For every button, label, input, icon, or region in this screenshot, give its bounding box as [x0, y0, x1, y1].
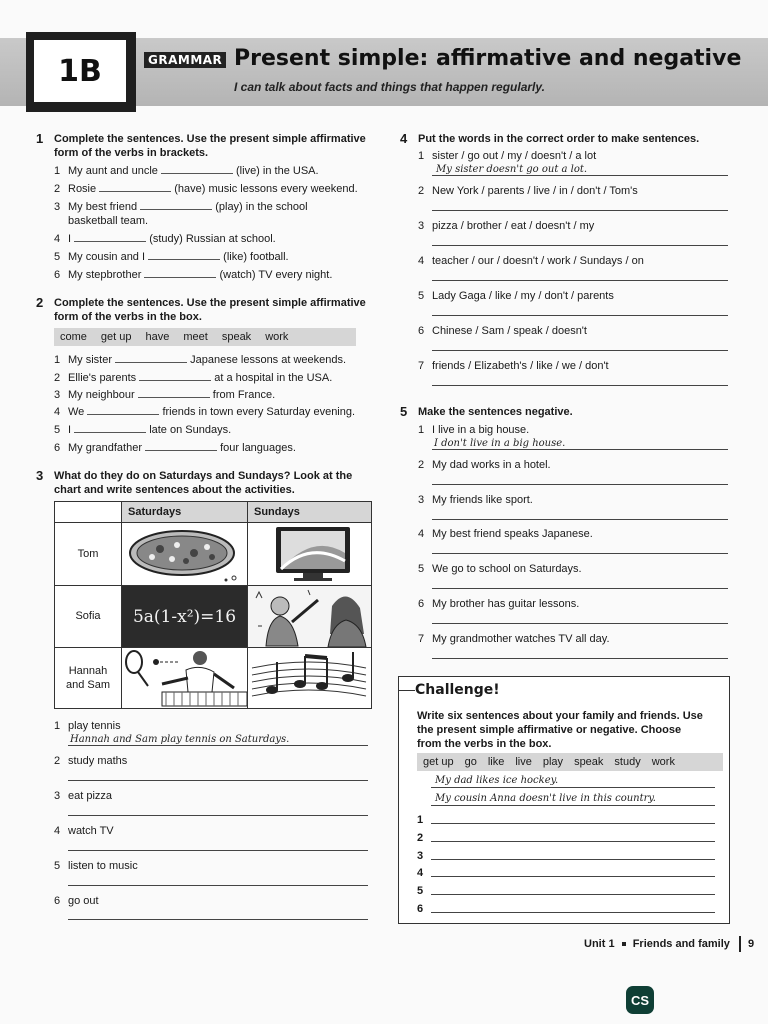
answer-line[interactable] — [431, 841, 715, 842]
item-number: 1 — [54, 354, 61, 366]
item-text: teacher / our / doesn't / work / Sundays / on — [432, 255, 644, 267]
answer-line[interactable] — [432, 484, 728, 485]
example-answer: My sister doesn't go out a lot. — [436, 164, 588, 175]
line-number: 4 — [417, 867, 424, 879]
item-text: from France. — [212, 389, 276, 401]
item-text: My best friend speaks Japanese. — [432, 528, 593, 540]
item-number: 1 — [54, 165, 61, 177]
maths-illustration — [122, 586, 247, 647]
answer-line[interactable] — [432, 385, 728, 386]
item-text: My stepbrother — [68, 269, 142, 281]
answer-line[interactable] — [431, 859, 715, 860]
page-title: Present simple: affirmative and negative — [234, 46, 742, 71]
instruction-line: form of the verbs in the box. — [54, 311, 202, 323]
item-text: We go to school on Saturdays. — [432, 563, 582, 575]
line-number: 3 — [417, 850, 424, 862]
challenge-box — [398, 676, 730, 924]
line-number: 2 — [417, 832, 424, 844]
item-number: 5 — [54, 424, 61, 436]
item-text: New York / parents / live / in / don't / Tom's — [432, 185, 638, 197]
exercise-4-instruction — [400, 131, 700, 146]
music-illustration — [248, 648, 371, 708]
item-text: sister / go out / my / doesn't / a lot — [432, 150, 597, 162]
list-item — [54, 388, 275, 402]
instruction-line: Write six sentences about your family and friends. Use — [417, 710, 703, 722]
row-label-line: and Sam — [65, 678, 111, 691]
column-header-saturdays: Saturdays — [121, 502, 247, 522]
list-item — [54, 441, 296, 455]
exercise-number: 4 — [400, 131, 408, 146]
example-sentence: My cousin Anna doesn't live in this country. — [435, 793, 656, 804]
item-text: My cousin and I — [68, 251, 146, 263]
line-number: 5 — [417, 885, 424, 897]
item-number: 3 — [418, 494, 425, 506]
list-item — [418, 562, 582, 576]
item-continuation: basketball team. — [68, 215, 149, 227]
item-text: late on Sundays. — [149, 424, 232, 436]
answer-line[interactable] — [68, 885, 368, 886]
answer-line — [431, 787, 715, 788]
example-answer: Hannah and Sam play tennis on Saturdays. — [70, 734, 290, 745]
word-box-item: get up — [100, 331, 132, 343]
answer-line[interactable] — [432, 315, 728, 316]
word-box-item: go — [464, 756, 477, 768]
answer-line[interactable] — [432, 658, 728, 659]
exercise-2-instruction — [36, 295, 366, 324]
maths-equation: 5a(1-x²)=16 — [132, 606, 237, 627]
instruction-line: the present simple affirmative or negative. Choose — [417, 724, 682, 736]
list-item — [418, 527, 593, 541]
item-number: 6 — [54, 895, 61, 907]
item-text: Japanese lessons at weekends. — [190, 354, 347, 366]
line-number: 6 — [417, 903, 424, 915]
item-number: 7 — [418, 360, 425, 372]
instruction-line: Put the words in the correct order to make sentences. — [418, 133, 700, 145]
exercise-3-instruction — [36, 468, 353, 497]
list-item — [418, 289, 614, 303]
item-text: eat pizza — [68, 790, 113, 802]
item-text: (watch) TV every night. — [219, 269, 333, 281]
list-item — [418, 423, 529, 437]
item-number: 2 — [418, 185, 425, 197]
activity-chart — [54, 501, 372, 709]
item-number: 2 — [54, 372, 61, 384]
item-number: 6 — [418, 325, 425, 337]
item-number: 2 — [54, 755, 61, 767]
answer-blank[interactable] — [99, 182, 171, 192]
list-item — [418, 632, 610, 646]
answer-line[interactable] — [432, 623, 728, 624]
word-box-item: study — [614, 756, 641, 768]
list-item — [54, 824, 114, 838]
tv-illustration — [248, 523, 371, 585]
item-number: 3 — [54, 790, 61, 802]
item-text: My best friend — [68, 201, 138, 213]
word-box-item: work — [265, 331, 289, 343]
answer-blank[interactable] — [140, 200, 212, 210]
item-number: 5 — [418, 290, 425, 302]
item-number: 2 — [418, 459, 425, 471]
example-answer: I don't live in a big house. — [434, 438, 566, 449]
answer-line[interactable] — [432, 449, 728, 450]
item-number: 4 — [418, 255, 425, 267]
item-number: 1 — [418, 424, 425, 436]
list-item — [418, 184, 638, 198]
page-number: 9 — [748, 937, 755, 950]
page-subtitle: I can talk about facts and things that happen regularly. — [234, 80, 545, 94]
list-item — [54, 754, 127, 768]
item-number: 3 — [54, 201, 61, 213]
page-footer — [584, 936, 754, 952]
list-item — [54, 859, 138, 873]
row-label-sofia: Sofia — [75, 610, 101, 622]
item-number: 3 — [54, 389, 61, 401]
word-box-item: work — [651, 756, 675, 768]
item-text: study maths — [68, 755, 128, 767]
item-text: I live in a big house. — [432, 424, 530, 436]
list-item — [418, 493, 533, 507]
list-item — [418, 597, 579, 611]
item-number: 7 — [418, 633, 425, 645]
item-number: 5 — [418, 563, 425, 575]
pizza-illustration — [122, 523, 247, 585]
list-item — [54, 353, 346, 367]
item-text: Rosie — [68, 183, 97, 195]
answer-line[interactable] — [432, 588, 728, 589]
instruction-line: form of the verbs in brackets. — [54, 147, 209, 159]
exercise-number: 3 — [36, 468, 44, 483]
item-text: pizza / brother / eat / doesn't / my — [432, 220, 595, 232]
item-text: I — [68, 424, 72, 436]
list-item — [418, 219, 594, 233]
list-item — [54, 894, 99, 908]
item-text: at a hospital in the USA. — [214, 372, 333, 384]
item-text: My dad works in a hotel. — [432, 459, 551, 471]
item-text: friends in town every Saturday evening. — [162, 406, 356, 418]
list-item — [54, 200, 308, 214]
answer-blank[interactable] — [87, 405, 159, 415]
list-item — [418, 324, 587, 338]
item-text: My sister — [68, 354, 112, 366]
challenge-title: Challenge! — [415, 682, 500, 698]
item-text: go out — [68, 895, 99, 907]
answer-line[interactable] — [431, 894, 715, 895]
answer-line[interactable] — [431, 876, 715, 877]
answer-blank[interactable] — [138, 388, 210, 398]
going-out-illustration — [248, 586, 371, 647]
answer-line[interactable] — [432, 210, 728, 211]
tennis-illustration — [122, 648, 247, 708]
answer-line[interactable] — [431, 912, 715, 913]
item-number: 4 — [54, 233, 61, 245]
divider — [739, 936, 741, 952]
answer-line[interactable] — [68, 850, 368, 851]
word-box-item: come — [60, 331, 87, 343]
item-text: (like) football. — [223, 251, 289, 263]
word-box-item: speak — [221, 331, 252, 343]
footer-unit: Unit 1 — [584, 937, 615, 950]
line-number: 1 — [417, 814, 424, 826]
item-text: I — [68, 233, 72, 245]
item-number: 5 — [54, 251, 61, 263]
row-label-line: Hannah — [68, 664, 108, 677]
item-text: (play) in the school — [215, 201, 308, 213]
list-item — [54, 423, 231, 437]
answer-blank[interactable] — [139, 371, 211, 381]
item-text: friends / Elizabeth's / like / we / don't — [432, 360, 609, 372]
list-item — [54, 268, 332, 282]
item-text: We — [68, 406, 85, 418]
item-text: Lady Gaga / like / my / don't / parents — [432, 290, 614, 302]
item-number: 6 — [54, 442, 61, 454]
answer-line[interactable] — [432, 553, 728, 554]
answer-line[interactable] — [68, 745, 368, 746]
answer-blank[interactable] — [115, 353, 187, 363]
answer-line[interactable] — [432, 280, 728, 281]
item-text: Chinese / Sam / speak / doesn't — [432, 325, 587, 337]
item-text: My neighbour — [68, 389, 135, 401]
word-box-item: play — [542, 756, 564, 768]
instruction-line: Complete the sentences. Use the present simple affirmative — [54, 133, 366, 145]
item-number: 6 — [418, 598, 425, 610]
column-header-sundays: Sundays — [247, 502, 371, 522]
item-text: four languages. — [220, 442, 296, 454]
item-number: 6 — [54, 269, 61, 281]
word-box-item: speak — [574, 756, 604, 768]
item-text: Ellie's parents — [68, 372, 137, 384]
item-text: (study) Russian at school. — [149, 233, 276, 245]
word-box — [417, 753, 723, 771]
list-item — [418, 254, 644, 268]
item-number: 4 — [54, 406, 61, 418]
word-box-item: live — [515, 756, 532, 768]
answer-blank[interactable] — [74, 423, 146, 433]
answer-blank[interactable] — [144, 268, 216, 278]
row-label-tom: Tom — [77, 547, 99, 560]
challenge-instruction — [417, 709, 703, 751]
word-box-item: meet — [183, 331, 208, 343]
item-number: 4 — [418, 528, 425, 540]
item-number: 2 — [54, 183, 61, 195]
list-item — [54, 789, 112, 803]
answer-line — [431, 805, 715, 806]
answer-line[interactable] — [432, 245, 728, 246]
answer-blank[interactable] — [148, 250, 220, 260]
instruction-line: Make the sentences negative. — [418, 406, 573, 418]
example-sentence: My dad likes ice hockey. — [435, 775, 559, 786]
instruction-line: from the verbs in the box. — [417, 738, 552, 750]
answer-blank[interactable] — [74, 232, 146, 242]
answer-line[interactable] — [68, 780, 368, 781]
item-text: My grandmother watches TV all day. — [432, 633, 610, 645]
list-item — [54, 405, 355, 419]
answer-line[interactable] — [432, 350, 728, 351]
answer-line[interactable] — [432, 519, 728, 520]
list-item — [54, 719, 121, 733]
item-text: My aunt and uncle — [68, 165, 158, 177]
exercise-5-instruction — [400, 404, 573, 419]
bullet-icon — [622, 942, 626, 946]
camscanner-badge[interactable]: CS — [626, 986, 654, 1014]
item-text: watch TV — [68, 825, 114, 837]
list-item — [418, 359, 609, 373]
instruction-line: chart and write sentences about the activities. — [54, 484, 295, 496]
divider — [399, 690, 415, 691]
exercise-1-instruction — [36, 131, 366, 160]
exercise-number: 1 — [36, 131, 44, 146]
item-text: My grandfather — [68, 442, 142, 454]
unit-code: 1B — [34, 40, 126, 102]
word-box-item: have — [145, 331, 170, 343]
answer-line[interactable] — [432, 175, 728, 176]
item-number: 5 — [54, 860, 61, 872]
item-text: (live) in the USA. — [236, 165, 319, 177]
answer-blank[interactable] — [161, 164, 233, 174]
list-item — [54, 232, 276, 246]
list-item — [54, 250, 289, 264]
exercise-number: 5 — [400, 404, 408, 419]
instruction-line: What do they do on Saturdays and Sundays? Look at the — [54, 470, 353, 482]
item-number: 1 — [418, 150, 425, 162]
answer-line[interactable] — [431, 823, 715, 824]
list-item — [54, 182, 358, 196]
item-number: 4 — [54, 825, 61, 837]
item-text: play tennis — [68, 720, 121, 732]
list-item — [418, 458, 551, 472]
item-text: My brother has guitar lessons. — [432, 598, 580, 610]
item-text: listen to music — [68, 860, 138, 872]
word-box-item: get up — [423, 756, 454, 768]
instruction-line: Complete the sentences. Use the present simple affirmative — [54, 297, 366, 309]
list-item — [54, 164, 319, 178]
section-tag: GRAMMAR — [144, 52, 226, 68]
word-box — [54, 328, 356, 346]
exercise-number: 2 — [36, 295, 44, 310]
word-box-item: like — [487, 756, 505, 768]
list-item — [418, 149, 596, 163]
answer-line[interactable] — [68, 815, 368, 816]
item-text: My friends like sport. — [432, 494, 533, 506]
item-number: 1 — [54, 720, 61, 732]
list-item — [54, 371, 332, 385]
item-number: 3 — [418, 220, 425, 232]
answer-blank[interactable] — [145, 441, 217, 451]
item-text: (have) music lessons every weekend. — [174, 183, 358, 195]
footer-topic: Friends and family — [632, 937, 730, 950]
row-label-hannah-sam — [55, 647, 121, 708]
answer-line[interactable] — [68, 919, 368, 920]
